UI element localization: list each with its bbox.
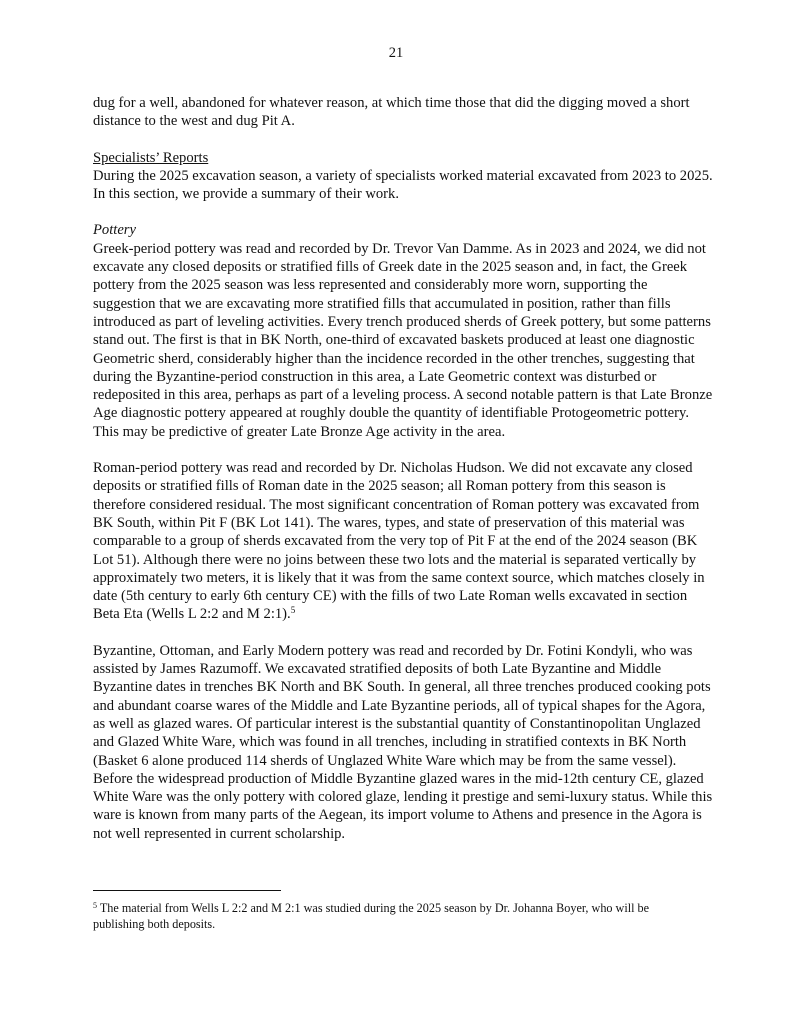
- pottery-heading: Pottery: [93, 222, 136, 239]
- paragraph-spacer: [93, 441, 713, 459]
- footnote-text: The material from Wells L 2:2 and M 2:1 was studied during the 2025 season by Dr. Johanna Boyer, who will be publishing both deposits.: [93, 901, 650, 931]
- footnote-reference[interactable]: 5: [290, 605, 296, 616]
- intro-paragraph: dug for a well, abandoned for whatever reason, at which time those that did the digging moved a short distance to the west and dug Pit A.: [93, 95, 690, 130]
- byzantine-pottery-paragraph: Byzantine, Ottoman, and Early Modern pottery was read and recorded by Dr. Fotini Kondyli, who was assisted by James Razumoff. We excavated stratified deposits of both Late Byzantine and Middle Byzantine dates in trenches BK North and BK South. In general, all three trenches produced cooking pots and abundant coarse wares of the Middle and Late Byzantine periods, all of typical shapes for the Agora, as well as glazed wares. Of particular interest is the substantial quantity of Constantinopolitan Unglazed and Glazed White Ware, which was found in all trenches, including in stratified contexts in BK North (Basket 6 alone produced 114 sherds of Unglazed White Ware which may be from the same vessel). Before the widespread production of Middle Byzantine glazed wares in the mid-12th century CE, glazed White Ware was the only pottery with colored glaze, lending it prestige and semi-luxury status. While this ware is known from many parts of the Aegean, its import volume to Athens and presence in the Agora is not well represented in current scholarship.: [93, 642, 713, 842]
- footnote-divider: [93, 890, 281, 891]
- paragraph-spacer: [93, 131, 713, 149]
- footnote-marker: 5: [93, 901, 97, 910]
- paragraph-spacer: [93, 203, 713, 221]
- greek-pottery-paragraph: Greek-period pottery was read and recorded by Dr. Trevor Van Damme. As in 2023 and 2024, we did not excavate any closed deposits or stratified fills of Greek date in the 2025 season and, in fact, the Greek pottery from the 2025 season was less represented and considerably more worn, supporting the suggestion that we are excavating more stratified fills that accumulated in position, rather than fills introduced as part of leveling activities. Every trench produced sherds of Greek pottery, but some patterns stand out. The first is that in BK North, one-third of excavated baskets produced at least one diagnostic Geometric sherd, considerably higher than the incidence recorded in the other trenches, suggesting that during the Byzantine-period construction in this area, a Late Geometric context was disturbed or redeposited in this area, perhaps as part of a leveling process. A second notable pattern is that Late Bronze Age diagnostic pottery appeared at roughly double the quantity of identifiable Protogeometric pottery. This may be predictive of greater Late Bronze Age activity in the area.: [93, 240, 713, 440]
- page-number: 21: [388, 45, 404, 61]
- roman-pottery-text: Roman-period pottery was read and recorded by Dr. Nicholas Hudson. We did not excavate any closed deposits or stratified fills of Roman date in the 2025 season; all Roman pottery from this season is therefore considered residual. The most significant concentration of Roman pottery was excavated from BK South, within Pit F (BK Lot 141). The wares, types, and state of preservation of this material was comparable to a group of sherds excavated from the very top of Pit F at the end of the 2024 season (BK Lot 51). Although there were no joins between these two lots and the material is separated vertically by approximately two meters, it is likely that it was from the same context source, which matches closely in date (5th century to early 6th century CE) with the fills of two Late Roman wells excavated in section Beta Eta (Wells L 2:2 and M 2:1).: [93, 460, 705, 623]
- page-body: [93, 94, 713, 843]
- specialists-heading: Specialists’ Reports: [93, 149, 209, 166]
- roman-pottery-paragraph: [93, 459, 713, 624]
- footnote: [93, 901, 703, 932]
- paragraph-spacer: [93, 624, 713, 642]
- specialists-intro-paragraph: During the 2025 excavation season, a variety of specialists worked material excavated from 2023 to 2025. In this section, we provide a summary of their work.: [93, 167, 713, 203]
